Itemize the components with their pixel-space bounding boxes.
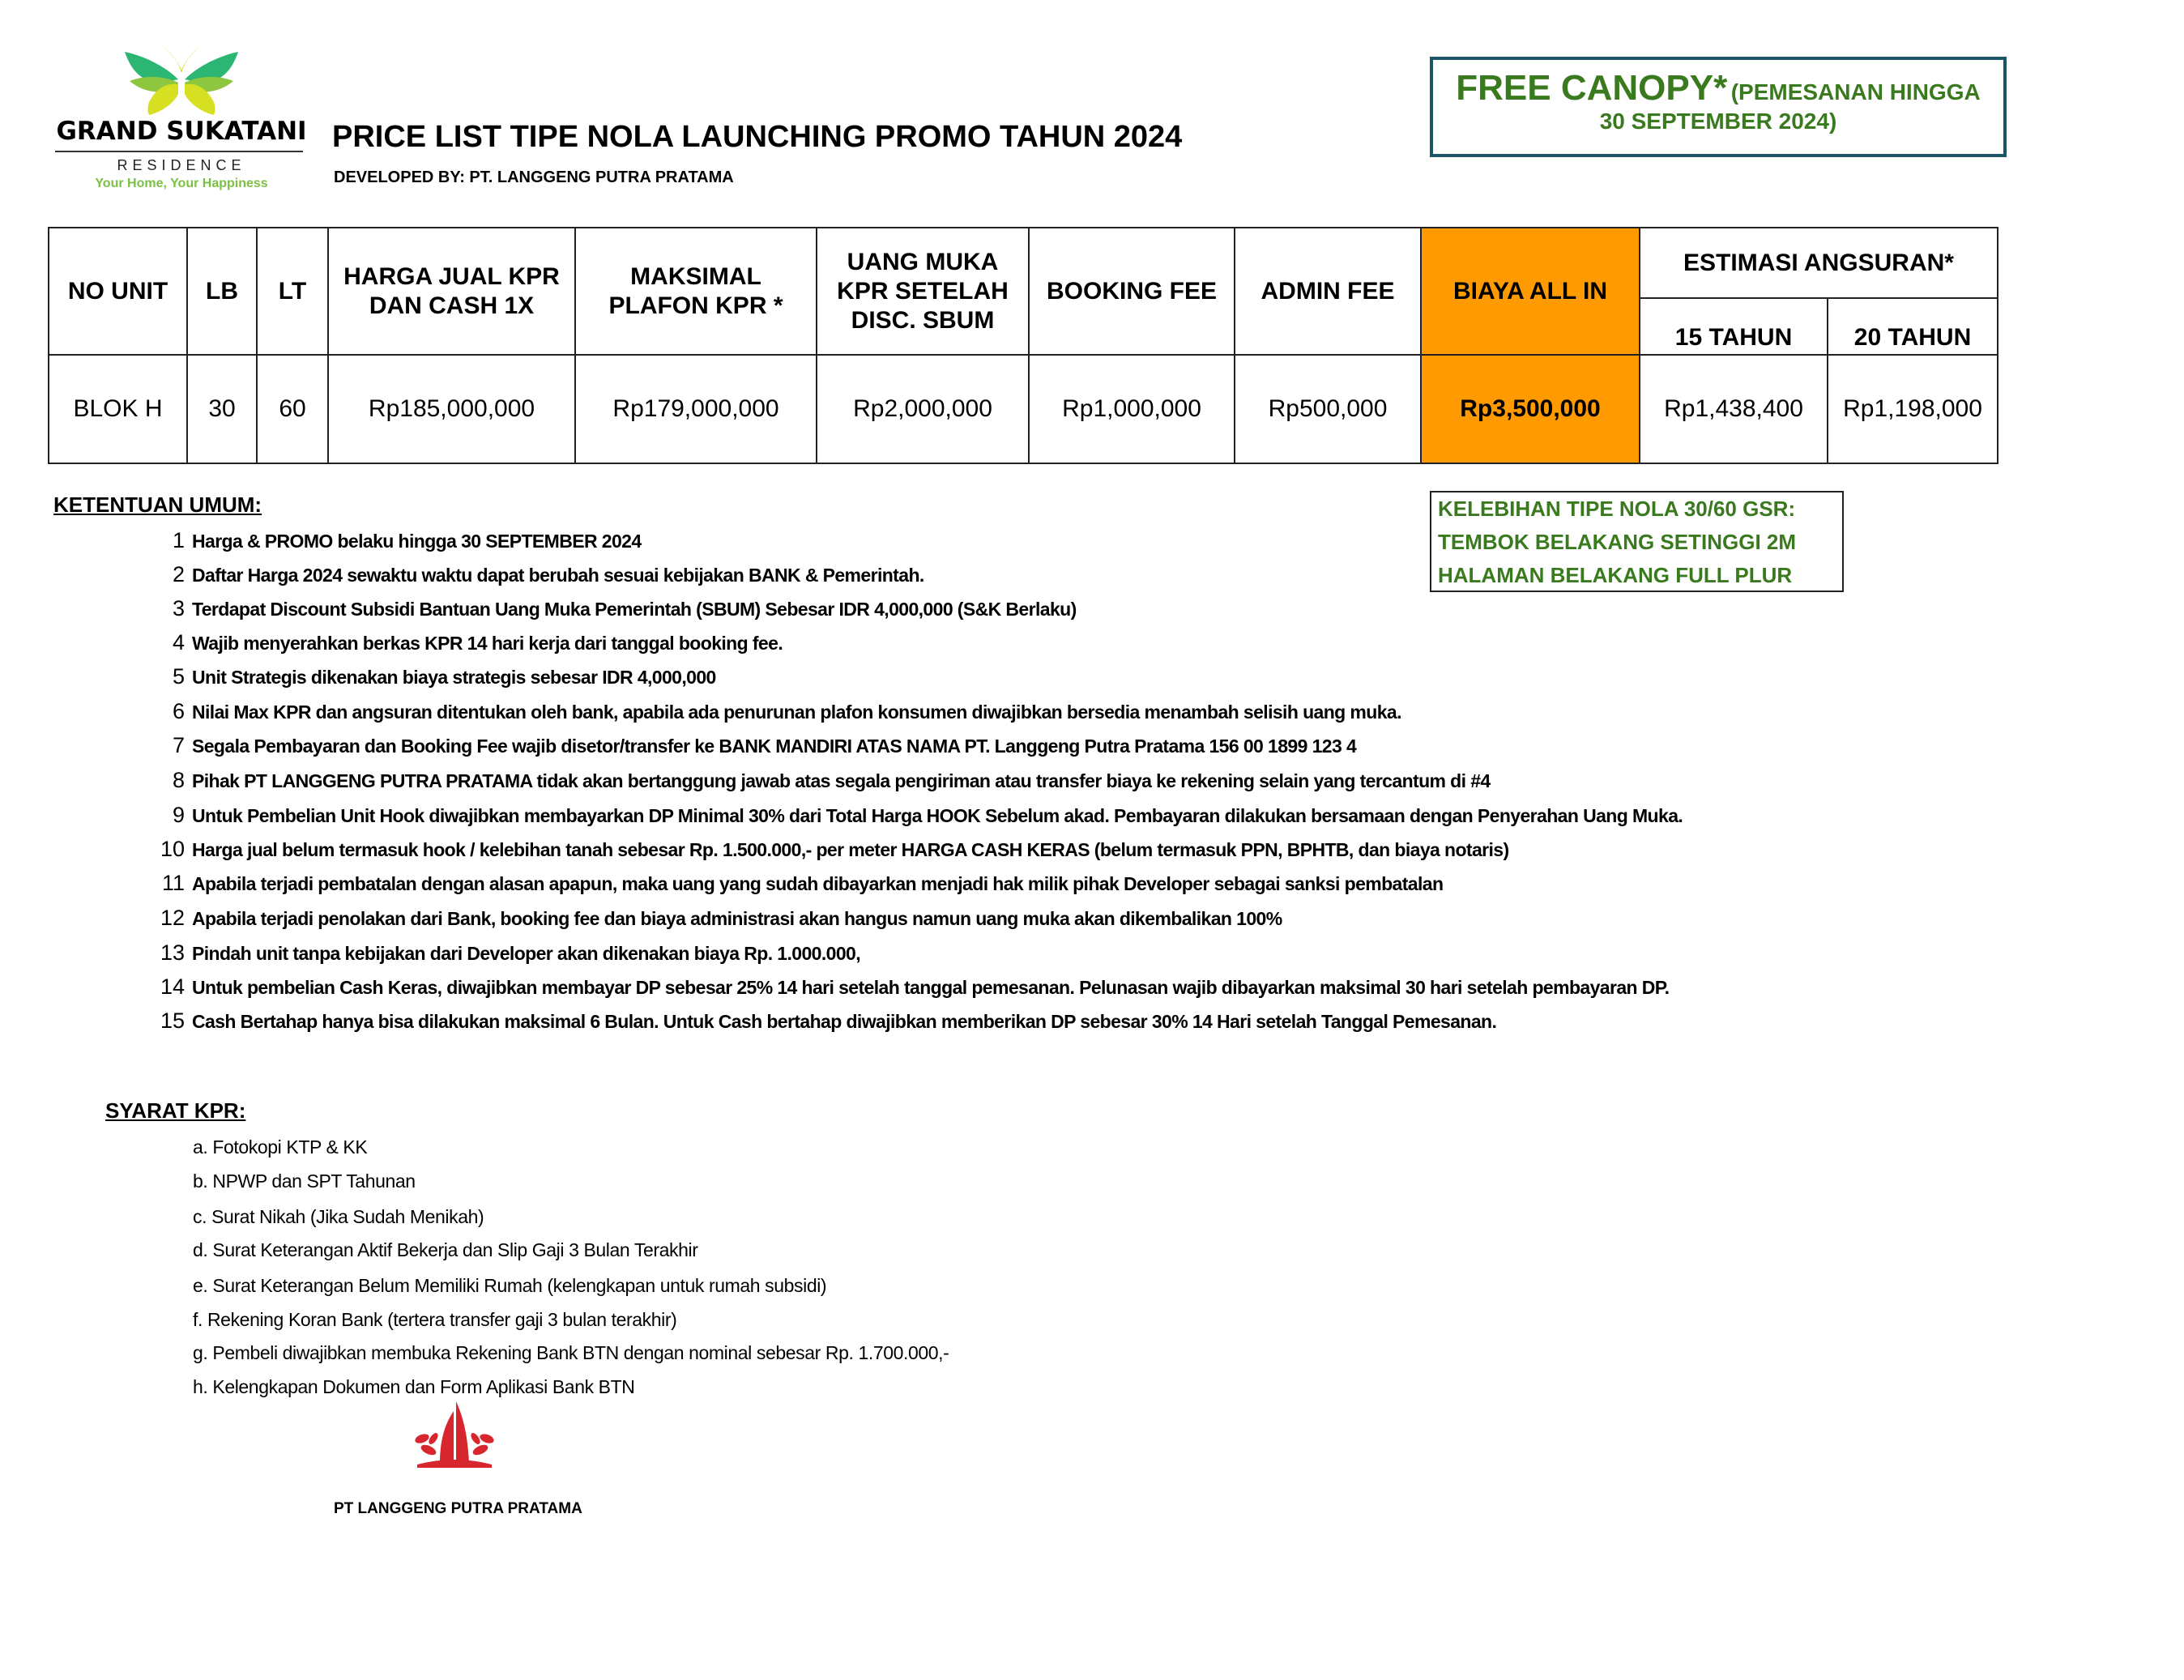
table-row (49, 355, 1998, 463)
item-number: 14 (160, 974, 185, 999)
list-item (138, 524, 642, 556)
table-header-row (49, 228, 1998, 298)
brand-name: GRAND SUKATANI (56, 117, 307, 146)
price-table (48, 227, 1998, 464)
cell-booking-fee: Rp1,000,000 (1029, 355, 1235, 463)
list-item: b. NPWP dan SPT Tahunan (193, 1170, 416, 1192)
page-subtitle: DEVELOPED BY: PT. LANGGENG PUTRA PRATAMA (334, 168, 734, 186)
item-number: 15 (160, 1008, 185, 1033)
list-item (138, 1004, 1496, 1037)
item-number: 9 (172, 803, 185, 827)
cell-admin-fee: Rp500,000 (1235, 355, 1421, 463)
header-15-tahun: 15 TAHUN (1640, 298, 1828, 355)
syarat-heading: SYARAT KPR: (105, 1098, 246, 1123)
header-uang-muka: UANG MUKA KPR SETELAH DISC. SBUM (817, 228, 1029, 355)
list-item (138, 833, 1509, 865)
list-item (138, 626, 783, 659)
grand-sukatani-logo (52, 42, 311, 196)
item-number: 3 (172, 596, 185, 620)
item-number: 8 (172, 768, 185, 792)
header-biaya-all-in: BIAYA ALL IN (1421, 228, 1640, 355)
list-item (138, 729, 1356, 761)
brand-tagline: Your Home, Your Happiness (95, 177, 268, 190)
list-item: d. Surat Keterangan Aktif Bekerja dan Slip Gaji 3 Bulan Terakhir (193, 1239, 698, 1260)
promo-sub-2: 30 SEPTEMBER 2024) (1599, 109, 1837, 134)
header-lt: LT (257, 228, 328, 355)
cell-lt: 60 (257, 355, 328, 463)
item-number: 7 (172, 733, 185, 757)
promo-box (1430, 57, 2007, 157)
list-item (138, 764, 1491, 796)
list-item (138, 867, 1443, 899)
item-text: Daftar Harga 2024 sewaktu waktu dapat berubah sesuai kebijakan BANK & Pemerintah. (192, 565, 924, 586)
kelebihan-box (1430, 491, 1844, 592)
header-maksimal-plafon: MAKSIMAL PLAFON KPR * (575, 228, 817, 355)
kelebihan-line: TEMBOK BELAKANG SETINGGI 2M (1438, 530, 1797, 554)
list-item: a. Fotokopi KTP & KK (193, 1136, 368, 1158)
item-text: Wajib menyerahkan berkas KPR 14 hari kerja dari tanggal booking fee. (192, 633, 783, 654)
list-item (138, 936, 860, 969)
list-item (138, 592, 1077, 625)
list-item: c. Surat Nikah (Jika Sudah Menikah) (193, 1206, 484, 1227)
item-number: 6 (172, 699, 185, 723)
item-number: 5 (172, 664, 185, 689)
list-item: f. Rekening Koran Bank (tertera transfer gaji 3 bulan terakhir) (193, 1309, 677, 1330)
item-number: 10 (160, 837, 185, 861)
cell-no-unit: BLOK H (49, 355, 187, 463)
item-number: 4 (172, 630, 185, 655)
header-booking-fee: BOOKING FEE (1029, 228, 1235, 355)
item-text: Untuk Pembelian Unit Hook diwajibkan membayarkan DP Minimal 30% dari Total Harga HOOK Sebelum akad. Pembayaran dilakukan bersamaan dengan Penyerahan Uang Muka. (192, 805, 1683, 826)
kelebihan-line: KELEBIHAN TIPE NOLA 30/60 GSR: (1438, 497, 1796, 521)
list-item: e. Surat Keterangan Belum Memiliki Rumah (kelengkapan untuk rumah subsidi) (193, 1275, 827, 1296)
header-20-tahun: 20 TAHUN (1828, 298, 1998, 355)
item-text: Harga & PROMO belaku hingga 30 SEPTEMBER 2024 (192, 531, 642, 552)
list-item (138, 799, 1683, 831)
header-lb: LB (187, 228, 257, 355)
brand-divider (55, 151, 303, 152)
butterfly-logo-icon (123, 45, 240, 115)
cell-biaya-all-in: Rp3,500,000 (1421, 355, 1640, 463)
cell-lb: 30 (187, 355, 257, 463)
list-item (138, 558, 924, 591)
item-number: 13 (160, 940, 185, 965)
developer-name: PT LANGGENG PUTRA PRATAMA (334, 1500, 582, 1517)
cell-20-tahun: Rp1,198,000 (1828, 355, 1998, 463)
header-admin-fee: ADMIN FEE (1235, 228, 1421, 355)
item-text: Pihak PT LANGGENG PUTRA PRATAMA tidak akan bertanggung jawab atas segala pengiriman atau transfer biaya ke rekening selain yang tercantum di #4 (192, 770, 1491, 791)
list-item (138, 902, 1282, 934)
item-number: 12 (160, 906, 185, 930)
item-text: Cash Bertahap hanya bisa dilakukan maksimal 6 Bulan. Untuk Cash bertahap diwajibkan memberikan DP sebesar 30% 14 Hari setelah Tanggal Pemesanan. (192, 1011, 1497, 1032)
list-item (138, 970, 1669, 1003)
item-text: Harga jual belum termasuk hook / kelebihan tanah sebesar Rp. 1.500.000,- per meter HARGA CASH KERAS (belum termasuk PPN, BPHTB, dan biaya notaris) (192, 839, 1509, 860)
list-item (138, 695, 1401, 727)
kelebihan-line: HALAMAN BELAKANG FULL PLUR (1438, 563, 1793, 587)
promo-main: FREE CANOPY* (1456, 68, 1728, 108)
promo-sub-1: (PEMESANAN HINGGA (1730, 79, 1981, 104)
item-text: Pindah unit tanpa kebijakan dari Developer akan dikenakan biaya Rp. 1.000.000, (192, 943, 860, 964)
item-text: Terdapat Discount Subsidi Bantuan Uang Muka Pemerintah (SBUM) Sebesar IDR 4,000,000 (S&K Berlaku) (192, 599, 1077, 620)
header-no-unit: NO UNIT (49, 228, 187, 355)
item-text: Apabila terjadi penolakan dari Bank, booking fee dan biaya administrasi akan hangus namun uang muka akan dikembalikan 100% (192, 908, 1282, 929)
brand-sub: RESIDENCE (117, 157, 246, 173)
list-item: h. Kelengkapan Dokumen dan Form Aplikasi Bank BTN (193, 1376, 635, 1397)
page-title: PRICE LIST TIPE NOLA LAUNCHING PROMO TAHUN 2024 (332, 120, 1183, 154)
cell-harga-jual: Rp185,000,000 (328, 355, 575, 463)
ketentuan-heading: KETENTUAN UMUM: (53, 492, 262, 517)
item-text: Unit Strategis dikenakan biaya strategis sebesar IDR 4,000,000 (192, 667, 716, 688)
cell-maksimal-plafon: Rp179,000,000 (575, 355, 817, 463)
header-estimasi-angsuran: ESTIMASI ANGSURAN* (1640, 228, 1998, 298)
cell-15-tahun: Rp1,438,400 (1640, 355, 1828, 463)
promo-line-1 (1433, 68, 2003, 109)
item-text: Apabila terjadi pembatalan dengan alasan apapun, maka uang yang sudah dibayarkan menjadi hak milik pihak Developer sebagai sanksi pembatalan (192, 873, 1444, 894)
item-text: Segala Pembayaran dan Booking Fee wajib disetor/transfer ke BANK MANDIRI ATAS NAMA PT. Langgeng Putra Pratama 156 00 1899 123 4 (192, 736, 1357, 757)
item-number: 2 (172, 562, 185, 586)
list-item: g. Pembeli diwajibkan membuka Rekening Bank BTN dengan nominal sebesar Rp. 1.700.000,- (193, 1342, 949, 1363)
item-text: Untuk pembelian Cash Keras, diwajibkan membayar DP sebesar 25% 14 hari setelah tanggal pemesanan. Pelunasan wajib dibayarkan maksimal 30 hari setelah pembayaran DP. (192, 977, 1670, 998)
item-number: 11 (161, 871, 185, 895)
header-harga-jual: HARGA JUAL KPR DAN CASH 1X (328, 228, 575, 355)
item-number: 1 (172, 528, 185, 552)
cell-uang-muka: Rp2,000,000 (817, 355, 1029, 463)
list-item (138, 660, 716, 693)
item-text: Nilai Max KPR dan angsuran ditentukan oleh bank, apabila ada penurunan plafon konsumen diwajibkan bersedia menambah selisih uang muka. (192, 701, 1401, 723)
developer-logo-icon (409, 1400, 500, 1468)
